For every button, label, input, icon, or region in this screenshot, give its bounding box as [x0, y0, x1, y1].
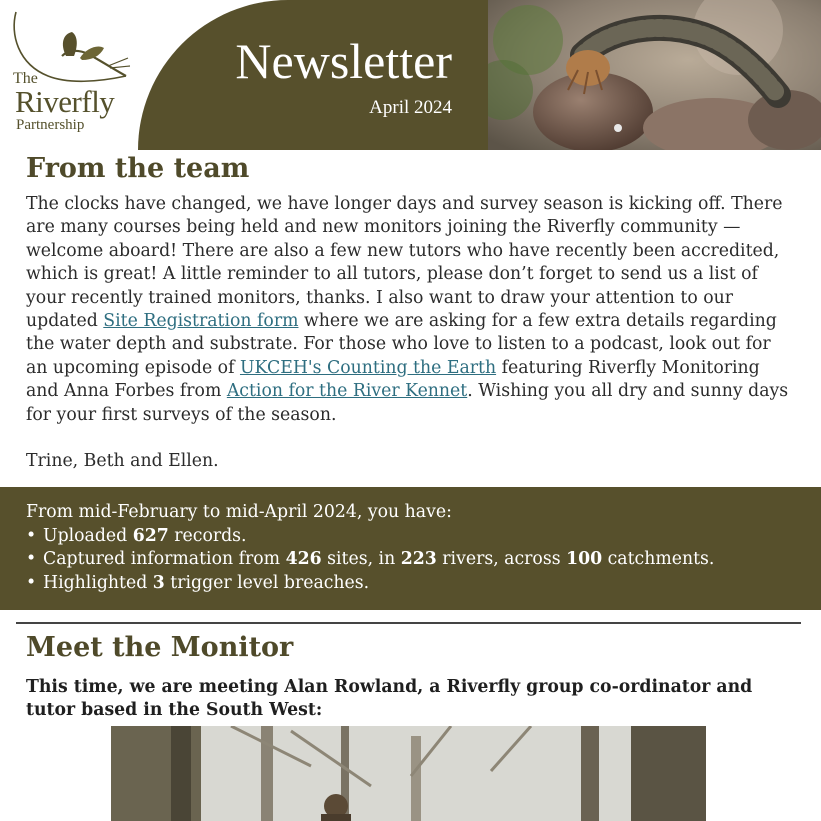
action-river-kennet-link[interactable]: Action for the River Kennet — [226, 381, 468, 402]
title-banner — [138, 0, 488, 150]
logo-partnership: Partnership — [16, 117, 85, 133]
team-text-part-1: The clocks have changed, we have longer days and survey season is kicking off. There are many courses being held and new monitors joining the Riverfly community — welcome aboard! There are also a few new tutors who have recently been accredited, which is great! A little reminder to all tutors, please don’t forget to send us a list of your recently trained monitors, thanks. I also want to draw your attention to our updated — [26, 194, 783, 332]
stat-text: Uploaded — [43, 526, 133, 546]
team-text-part-4: . Wishing you all dry and sunny days for your first surveys of the season. — [26, 381, 789, 425]
team-section-title: From the team — [26, 153, 250, 184]
newsletter-title: Newsletter — [235, 33, 452, 89]
woodland-stream-photo — [111, 726, 706, 821]
woodland-image — [111, 726, 706, 821]
stat-text: rivers, across — [436, 549, 567, 570]
counting-the-earth-link[interactable]: UKCEH's Counting the Earth — [239, 357, 497, 378]
site-registration-link[interactable]: Site Registration form — [103, 311, 299, 332]
stat-text: catchments. — [602, 549, 715, 570]
stat-text: sites, in — [321, 549, 401, 570]
team-text-part-2: where we are asking for a few extra details regarding the water depth and substrate. For those who love to listen to a podcast, look out for an upcoming episode of — [26, 311, 777, 378]
team-signoff: Trine, Beth and Ellen. — [26, 451, 219, 471]
stat-value: 100 — [566, 549, 603, 570]
stat-breaches — [26, 572, 714, 595]
logo-riverfly: Riverfly — [15, 84, 115, 119]
monitor-intro: This time, we are meeting Alan Rowland, a Riverfly group co-ordinator and tutor based in the South West: — [26, 677, 753, 720]
stat-records — [26, 525, 714, 548]
newsletter-date: April 2024 — [369, 97, 452, 118]
section-divider — [16, 622, 801, 624]
stat-value: 3 — [152, 572, 165, 593]
stat-value: 426 — [285, 549, 322, 570]
team-message — [26, 193, 796, 427]
stat-text: Captured information from — [43, 549, 286, 570]
caddisfly-larva-photo — [488, 0, 821, 150]
stat-value: 223 — [400, 549, 437, 570]
stat-text: Highlighted — [43, 572, 153, 593]
monitor-section-title: Meet the Monitor — [26, 632, 294, 663]
stat-text: records. — [168, 526, 247, 546]
stat-sites — [26, 548, 714, 571]
newsletter-header — [0, 0, 821, 150]
caddisfly-image — [488, 0, 821, 150]
stat-text: trigger level breaches. — [164, 572, 370, 593]
team-text-part-3: featuring Riverfly Monitoring and Anna Forbes from — [26, 357, 760, 402]
stats-band — [0, 487, 821, 610]
logo-the: The — [13, 70, 38, 87]
stats-intro: From mid-February to mid-April 2024, you have: — [26, 502, 452, 522]
stat-value: 627 — [132, 526, 169, 546]
stats-list — [26, 525, 714, 595]
